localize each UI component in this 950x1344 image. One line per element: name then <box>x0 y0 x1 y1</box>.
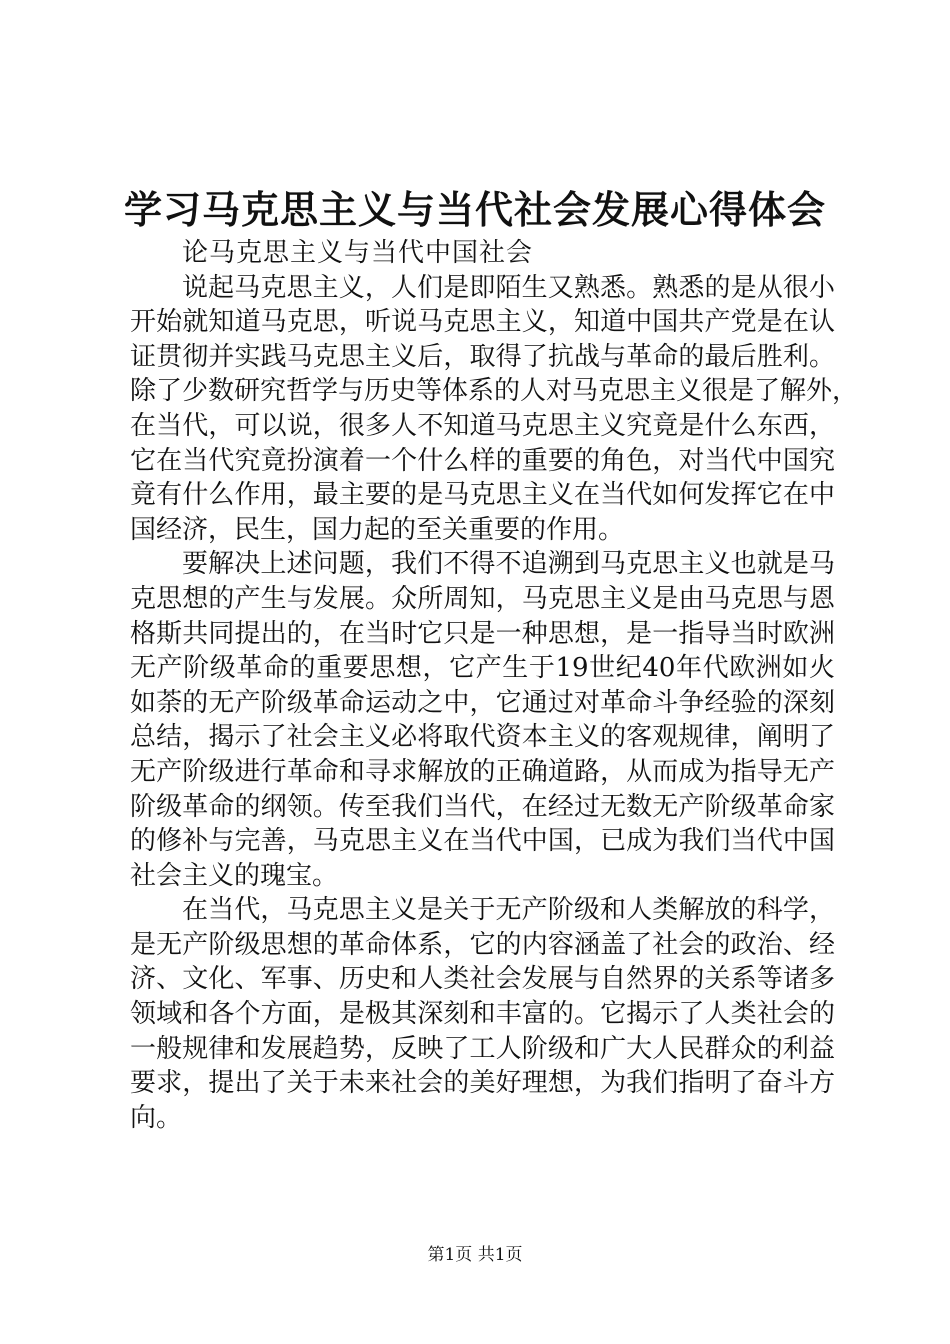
paragraph-line: 向。 <box>130 1102 183 1133</box>
paragraph-line: 如荼的无产阶级革命运动之中，它通过对革命斗争经验的深刻 <box>130 687 835 718</box>
paragraph-line: 无产阶级革命的重要思想，它产生于19世纪40年代欧洲如火 <box>130 653 835 684</box>
paragraph-line: 无产阶级进行革命和寻求解放的正确道路，从而成为指导无产 <box>130 756 835 787</box>
paragraph-line: 克思想的产生与发展。众所周知，马克思主义是由马克思与恩 <box>130 583 835 614</box>
paragraph-line: 开始就知道马克思，听说马克思主义，知道中国共产党是在认 <box>130 307 835 338</box>
paragraph-line: 阶级革命的纲领。传至我们当代，在经过无数无产阶级革命家 <box>130 791 835 822</box>
paragraph-line: 证贯彻并实践马克思主义后，取得了抗战与革命的最后胜利。 <box>130 341 835 372</box>
paragraph-line: 在当代，马克思主义是关于无产阶级和人类解放的科学， <box>182 895 835 926</box>
paragraph-line: 说起马克思主义，人们是即陌生又熟悉。熟悉的是从很小 <box>182 272 835 303</box>
paragraph-line: 总结，揭示了社会主义必将取代资本主义的客观规律，阐明了 <box>130 722 835 753</box>
paragraph-line: 国经济，民生，国力起的至关重要的作用。 <box>130 514 625 545</box>
paragraph-line: 在当代，可以说，很多人不知道马克思主义究竟是什么东西， <box>130 410 835 441</box>
paragraph-line: 除了少数研究哲学与历史等体系的人对马克思主义很是了解外， <box>130 376 859 407</box>
paragraph-line: 是无产阶级思想的革命体系，它的内容涵盖了社会的政治、经 <box>130 929 835 960</box>
paragraph <box>130 271 859 548</box>
paragraph-line: 领域和各个方面，是极其深刻和丰富的。它揭示了人类社会的 <box>130 999 835 1030</box>
document-title: 学习马克思主义与当代社会发展心得体会 <box>123 187 826 232</box>
paragraph <box>130 893 835 1135</box>
page-footer: 第1页 共1页 <box>427 1245 523 1265</box>
paragraph-line: 济、文化、军事、历史和人类社会发展与自然界的关系等诸多 <box>130 964 835 995</box>
paragraph-line: 社会主义的瑰宝。 <box>130 860 339 891</box>
paragraph-line: 要解决上述问题，我们不得不追溯到马克思主义也就是马 <box>182 549 835 580</box>
paragraph-line: 一般规律和发展趋势，反映了工人阶级和广大人民群众的利益 <box>130 1033 835 1064</box>
document-body <box>130 236 859 1135</box>
paragraph-line: 要求，提出了关于未来社会的美好理想，为我们指明了奋斗方 <box>130 1068 835 1099</box>
paragraph-line: 它在当代究竟扮演着一个什么样的重要的角色，对当代中国究 <box>130 445 835 476</box>
document-subtitle: 论马克思主义与当代中国社会 <box>182 238 534 268</box>
paragraph-line: 格斯共同提出的，在当时它只是一种思想，是一指导当时欧洲 <box>130 618 835 649</box>
paragraph-line: 竟有什么作用，最主要的是马克思主义在当代如何发挥它在中 <box>130 480 835 511</box>
paragraph-container <box>130 271 859 1136</box>
paragraph-line: 的修补与完善，马克思主义在当代中国，已成为我们当代中国 <box>130 826 835 857</box>
paragraph <box>130 547 835 893</box>
